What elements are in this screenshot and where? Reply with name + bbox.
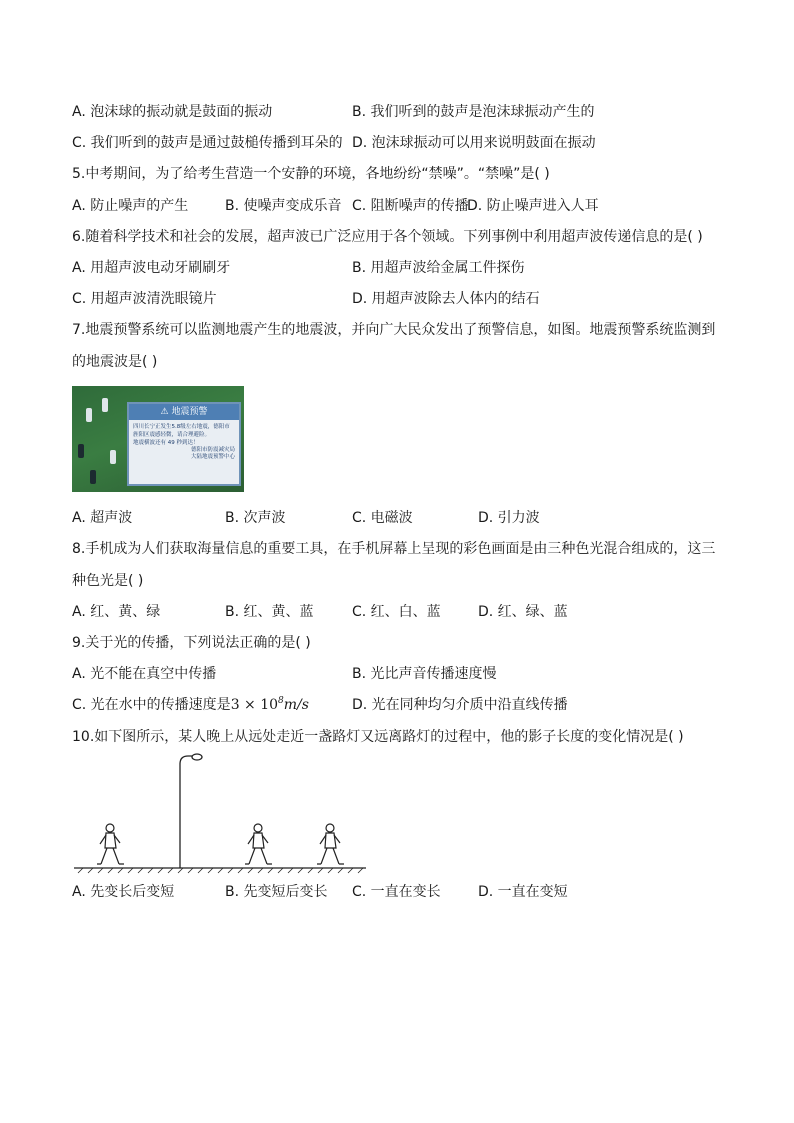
- light-speed-value: $3 \times 10^8m/s$: [230, 696, 309, 713]
- alert-countdown: 地震横波还有 49 秒到达！: [133, 440, 199, 446]
- walking-person-icon: [97, 824, 124, 864]
- warning-triangle-icon: ⚠: [160, 407, 169, 417]
- earthquake-alert-photo: [72, 386, 244, 492]
- street-lamp-icon: [180, 754, 202, 868]
- alert-sign-center: 大陆地震预警中心: [190, 454, 235, 460]
- q10-stem: 10.如下图所示，某人晚上从远处走近一盏路灯又远离路灯的过程中，他的影子长度的变化情况是( ): [72, 729, 684, 745]
- q4-option-d: D. 泡沫球振动可以用来说明鼓面在振动: [352, 135, 596, 151]
- q7-option-c: C. 电磁波: [352, 510, 413, 526]
- q5-option-b: B. 使噪声变成乐音: [225, 198, 342, 214]
- q9-option-d: D. 光在同种均匀介质中沿直线传播: [352, 697, 568, 713]
- q7-option-d: D. 引力波: [478, 510, 540, 526]
- q6-stem: 6.随着科学技术和社会的发展，超声波已广泛应用于各个领域。下列事例中利用超声波传递信息的是( ): [72, 229, 703, 245]
- q6-option-c: C. 用超声波清洗眼镜片: [72, 291, 217, 307]
- ground-line: [74, 868, 366, 873]
- q10-option-c: C. 一直在变长: [352, 884, 441, 900]
- q10-option-a: A. 先变长后变短: [72, 884, 175, 900]
- q8-option-c: C. 红、白、蓝: [352, 604, 441, 620]
- q6-option-b: B. 用超声波给金属工件探伤: [352, 260, 525, 276]
- q7-stem-line1: 7.地震预警系统可以监测地震产生的地震波，并向广大民众发出了预警信息，如图。地震预警系统监测到: [72, 322, 716, 338]
- q8-stem-line1: 8.手机成为人们获取海量信息的重要工具，在手机屏幕上呈现的彩色画面是由三种色光混合组成的，这三: [72, 541, 716, 557]
- q6-option-d: D. 用超声波除去人体内的结石: [352, 291, 540, 307]
- q9-option-c: [72, 695, 309, 715]
- q7-stem-line2: 的地震波是( ): [72, 354, 158, 370]
- q6-option-a: A. 用超声波电动牙刷刷牙: [72, 260, 231, 276]
- q5-option-a: A. 防止噪声的产生: [72, 198, 189, 214]
- alert-body-text: 四川长宁正发生5.8级左右地震，德阳市旌阳区震感轻微，请合理避险。: [133, 424, 230, 438]
- q4-option-b: B. 我们听到的鼓声是泡沫球振动产生的: [352, 104, 595, 120]
- q7-option-a: A. 超声波: [72, 510, 133, 526]
- q9-option-a: A. 光不能在真空中传播: [72, 666, 217, 682]
- q7-option-b: B. 次声波: [225, 510, 286, 526]
- earthquake-alert-dialog: [127, 402, 241, 486]
- q5-stem: 5.中考期间，为了给考生营造一个安静的环境，各地纷纷“禁噪”。“禁噪”是( ): [72, 166, 550, 182]
- q8-stem-line2: 种色光是( ): [72, 573, 144, 589]
- q9-stem: 9.关于光的传播，下列说法正确的是( ): [72, 635, 311, 651]
- alert-title: 地震预警: [171, 407, 208, 417]
- walking-person-icon: [245, 824, 272, 864]
- q8-option-d: D. 红、绿、蓝: [478, 604, 568, 620]
- q4-option-c: C. 我们听到的鼓声是通过鼓槌传播到耳朵的: [72, 135, 343, 151]
- q9-option-b: B. 光比声音传播速度慢: [352, 666, 497, 682]
- q8-option-a: A. 红、黄、绿: [72, 604, 161, 620]
- street-lamp-figure: [70, 752, 370, 876]
- q10-option-d: D. 一直在变短: [478, 884, 568, 900]
- walking-person-icon: [317, 824, 344, 864]
- q8-option-b: B. 红、黄、蓝: [225, 604, 314, 620]
- q9-option-c-text: C. 光在水中的传播速度是: [72, 697, 231, 713]
- alert-sign-bureau: 德阳市防震减灾局: [190, 447, 235, 453]
- q5-option-d: D. 防止噪声进入人耳: [467, 198, 599, 214]
- q5-option-c: C. 阻断噪声的传播: [352, 198, 469, 214]
- q4-option-a: A. 泡沫球的振动就是鼓面的振动: [72, 104, 273, 120]
- q10-option-b: B. 先变短后变长: [225, 884, 328, 900]
